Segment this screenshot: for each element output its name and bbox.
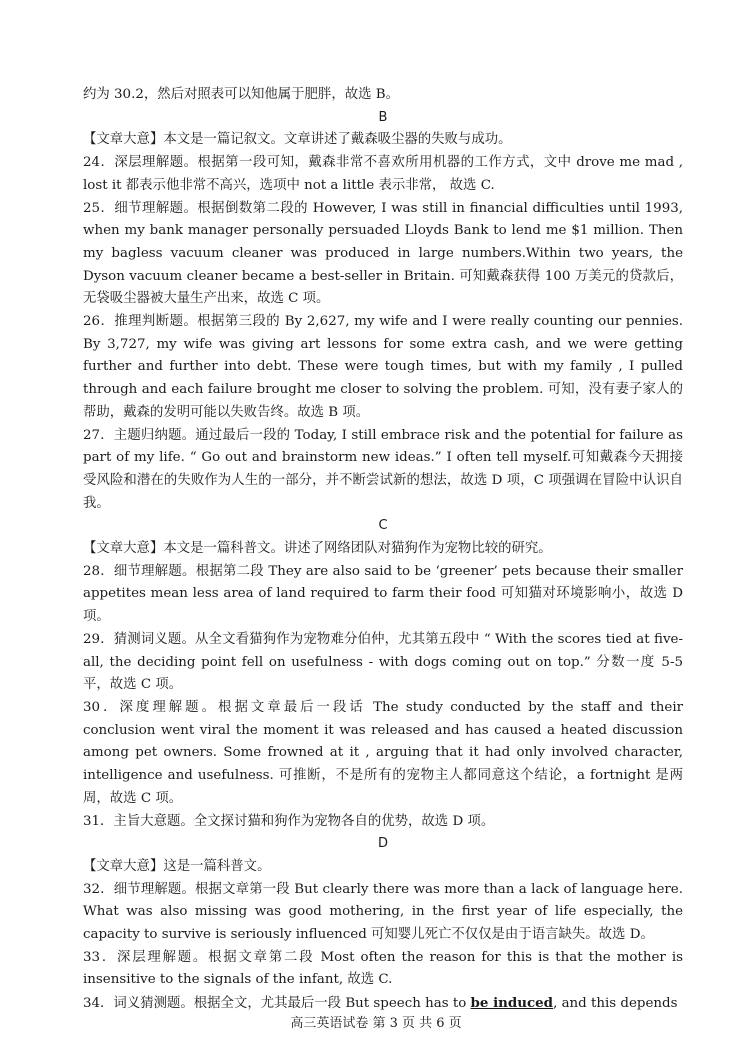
section-heading-c: C <box>378 518 388 534</box>
summary-d: 【文章大意】这是一篇科普文。 <box>83 858 271 874</box>
line-bmi-conclusion: 约为 30.2，然后对照表可以知他属于肥胖，故选 B。 <box>83 87 399 102</box>
section-heading-d: D <box>377 836 388 852</box>
summary-c: 【文章大意】本文是一篇科普文。讲述了网络团队对猫狗作为宠物比较的研究。 <box>83 541 552 557</box>
summary-b: 【文章大意】本文是一篇记叙文。文章讲述了戴森吸尘器的失败与成功。 <box>83 132 512 148</box>
answer-34-end: , and this depends <box>553 996 678 1012</box>
answer-explanations <box>83 84 683 1016</box>
answer-29: 29．猜测词义题。从全文看猫狗作为宠物难分伯仲，尤其第五段中 “ With the scores tied at five-all, the deciding point fell on usefulness - with dogs coming out on top.” 分数一度 5-5 平，故选 C 项。 <box>83 631 683 693</box>
answer-30: 30．深度理解题。根据文章最后一段话 The study conducted by the staff and their conclusion went viral the moment it was released and has caused a heated discussion among pet owners. Some frowned at it , arguing that it had only involved character, intelligence and usefulness. 可推断，不是所有的宠物主人都同意这个结论，a fortnight 是两周，故选 C 项。 <box>83 699 683 806</box>
section-heading-b: B <box>378 109 388 125</box>
answer-26: 26．推理判断题。根据第三段的 By 2,627, my wife and I were really counting our pennies. By 3,727, my wife was giving art lessons for some extra cash, and we were getting further and further into debt. These were tough times, but with my family , I pulled through and each failure brought me closer to solving the problem. 可知，没有妻子家人的帮助，戴森的发明可能以失败告终。故选 B 项。 <box>83 314 683 420</box>
answer-24: 24．深层理解题。根据第一段可知，戴森非常不喜欢所用机器的工作方式，文中 drove me mad , lost it 都表示他非常不高兴，选项中 not a little 表示非常， 故选 C. <box>83 155 683 193</box>
answer-28: 28．细节理解题。根据第二段 They are also said to be ‘greener’ pets because their smaller appetites mean less area of land required to farm their food 可知猫对环境影响小，故选 D 项。 <box>83 563 683 625</box>
answer-27: 27．主题归纳题。通过最后一段的 Today, I still embrace risk and the potential for failure as part of my life. “ Go out and brainstorm new ideas.” I often tell myself.可知戴森今天拥接受风险和潜在的失败作为人生的一部分，并不断尝试新的想法，故选 D 项，C 项强调在冒险中认识自我。 <box>83 427 683 511</box>
answer-32: 32．细节理解题。根据文章第一段 But clearly there was more than a lack of language here. What was also missing was good mothering, in the first year of life especially, the capacity to survive is seriously influenced 可知婴儿死亡不仅仅是由于语言缺失。故选 D。 <box>83 881 683 943</box>
answer-34-start: 34．词义猜测题。根据全文，尤其最后一段 But speech has to <box>83 996 471 1012</box>
page-footer: 高三英语试卷 第 3 页 共 6 页 <box>290 1016 462 1031</box>
answer-33: 33．深层理解题。根据文章第二段 Most often the reason for this is that the mother is insensitive to the signals of the infant, 故选 C. <box>83 949 683 988</box>
underlined-phrase: be induced <box>470 995 554 1012</box>
answer-25: 25．细节理解题。根据倒数第二段的 However, I was still in financial difficulties until 1993, when my bank manager personally persuaded Lloyds Bank to lend me $1 million. Then my bagless vacuum cleaner was produced in large numbers.Within two years, the Dyson vacuum cleaner became a best-seller in Britain. 可知戴森获得 100 万美元的贷款后，无袋吸尘器被大量生产出来，故选 C 项。 <box>83 200 683 307</box>
answer-31: 31．主旨大意题。全文探讨猫和狗作为宠物各自的优势，故选 D 项。 <box>83 813 495 829</box>
